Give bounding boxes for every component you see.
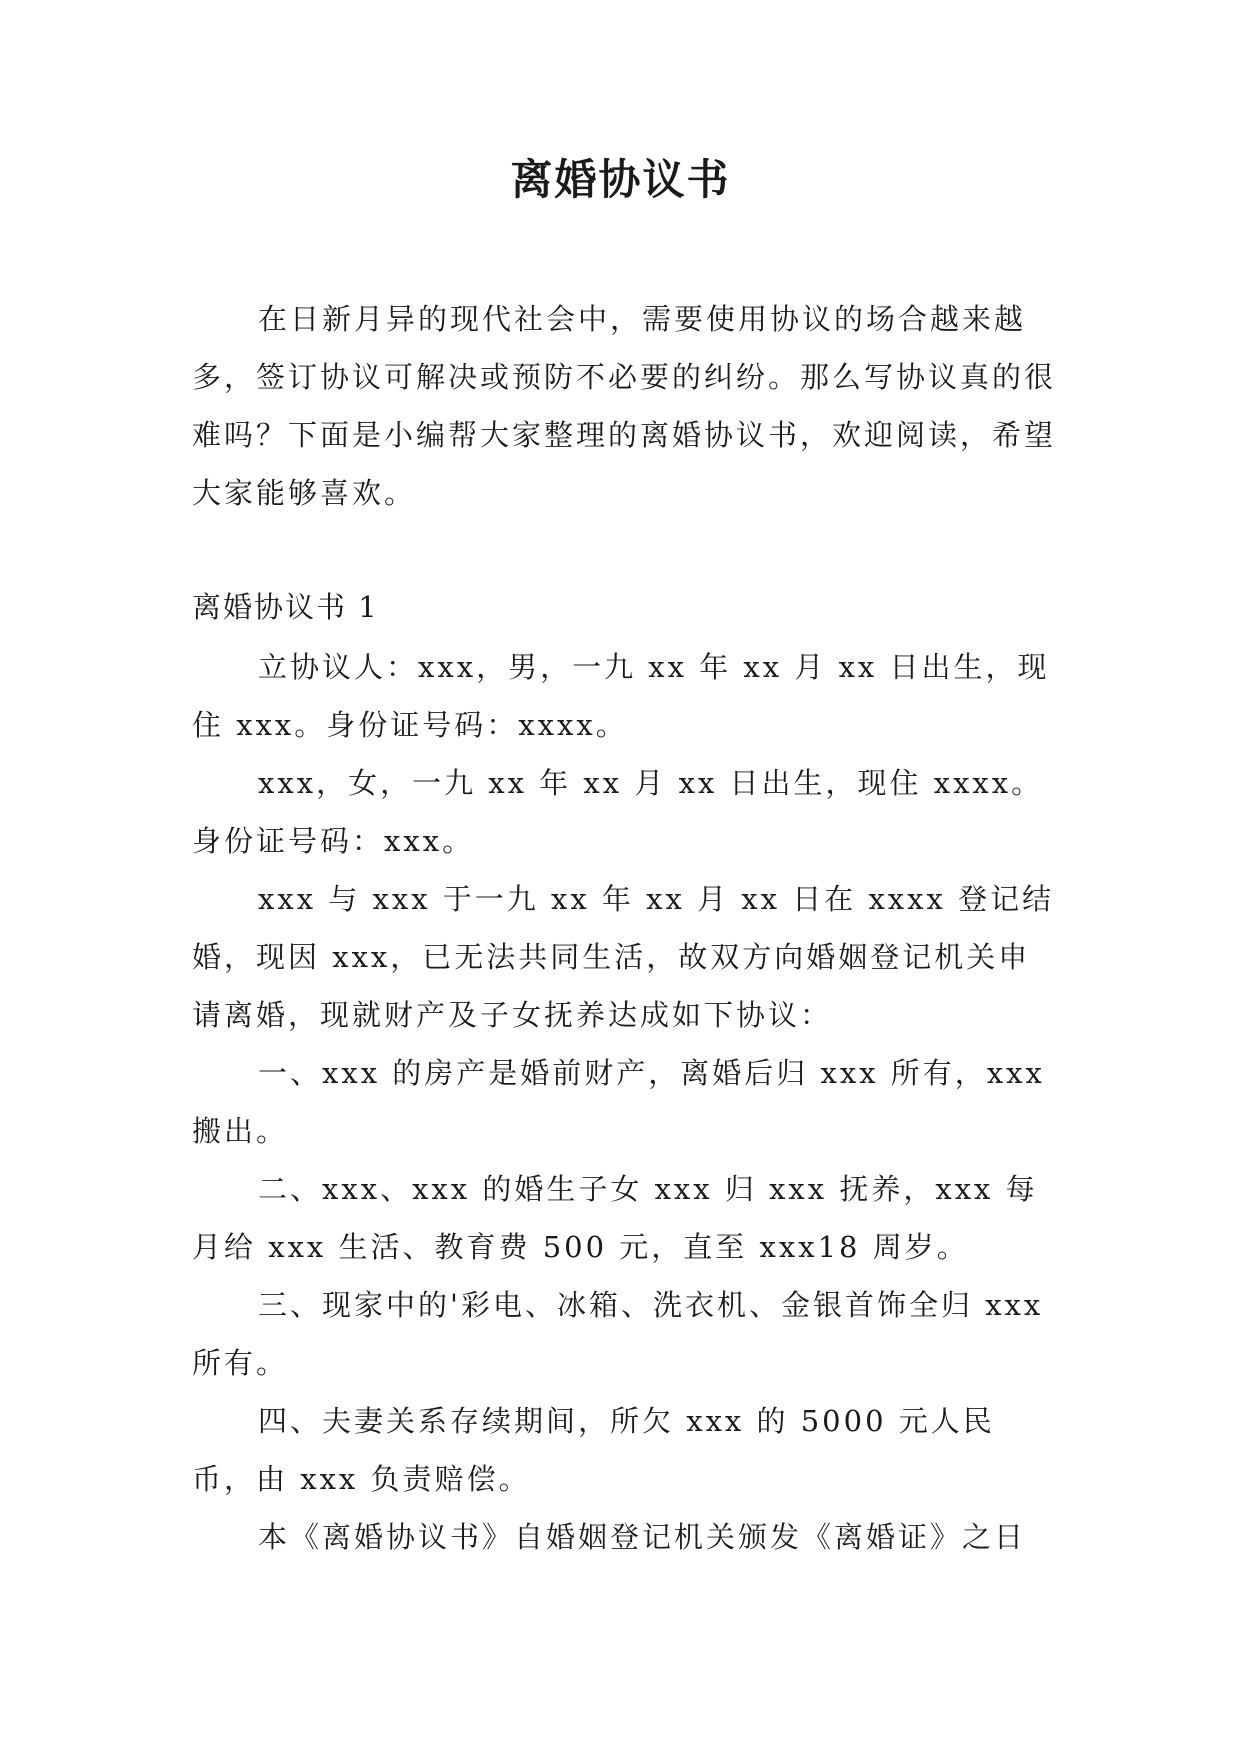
agreement-paragraph: xxx，女，一九 xx 年 xx 月 xx 日出生，现住 xxxx。身份证号码：xxx。 bbox=[192, 766, 1044, 858]
agreement-clause: 一、xxx 的房产是婚前财产，离婚后归 xxx 所有，xxx 搬出。 bbox=[192, 1056, 1045, 1148]
section-heading: 离婚协议书 1 bbox=[192, 590, 379, 624]
agreement-clause: 二、xxx、xxx 的婚生子女 xxx 归 xxx 抚养，xxx 每月给 xxx 生活、教育费 500 元，直至 xxx18 周岁。 bbox=[192, 1172, 1038, 1264]
agreement-paragraph: 立协议人：xxx，男，一九 xx 年 xx 月 xx 日出生，现住 xxx。身份证号码：xxxx。 bbox=[192, 650, 1050, 742]
agreement-clause: 四、夫妻关系存续期间，所欠 xxx 的 5000 元人民币，由 xxx 负责赔偿。 bbox=[192, 1404, 995, 1496]
agreement-paragraph: 本《离婚协议书》自婚姻登记机关颁发《离婚证》之日 bbox=[258, 1520, 1027, 1554]
document-title: 离婚协议书 bbox=[510, 155, 731, 204]
intro-paragraph: 在日新月异的现代社会中，需要使用协议的场合越来越多，签订协议可解决或预防不必要的纠纷。那么写协议真的很难吗？下面是小编帮大家整理的离婚协议书，欢迎阅读，希望大家能够喜欢。 bbox=[192, 302, 1057, 510]
agreement-clause: 三、现家中的'彩电、冰箱、洗衣机、金银首饰全归 xxx 所有。 bbox=[192, 1288, 1044, 1380]
agreement-paragraph: xxx 与 xxx 于一九 xx 年 xx 月 xx 日在 xxxx 登记结婚，现因 xxx，已无法共同生活，故双方向婚姻登记机关申请离婚，现就财产及子女抚养达成如下协议： bbox=[192, 882, 1055, 1032]
